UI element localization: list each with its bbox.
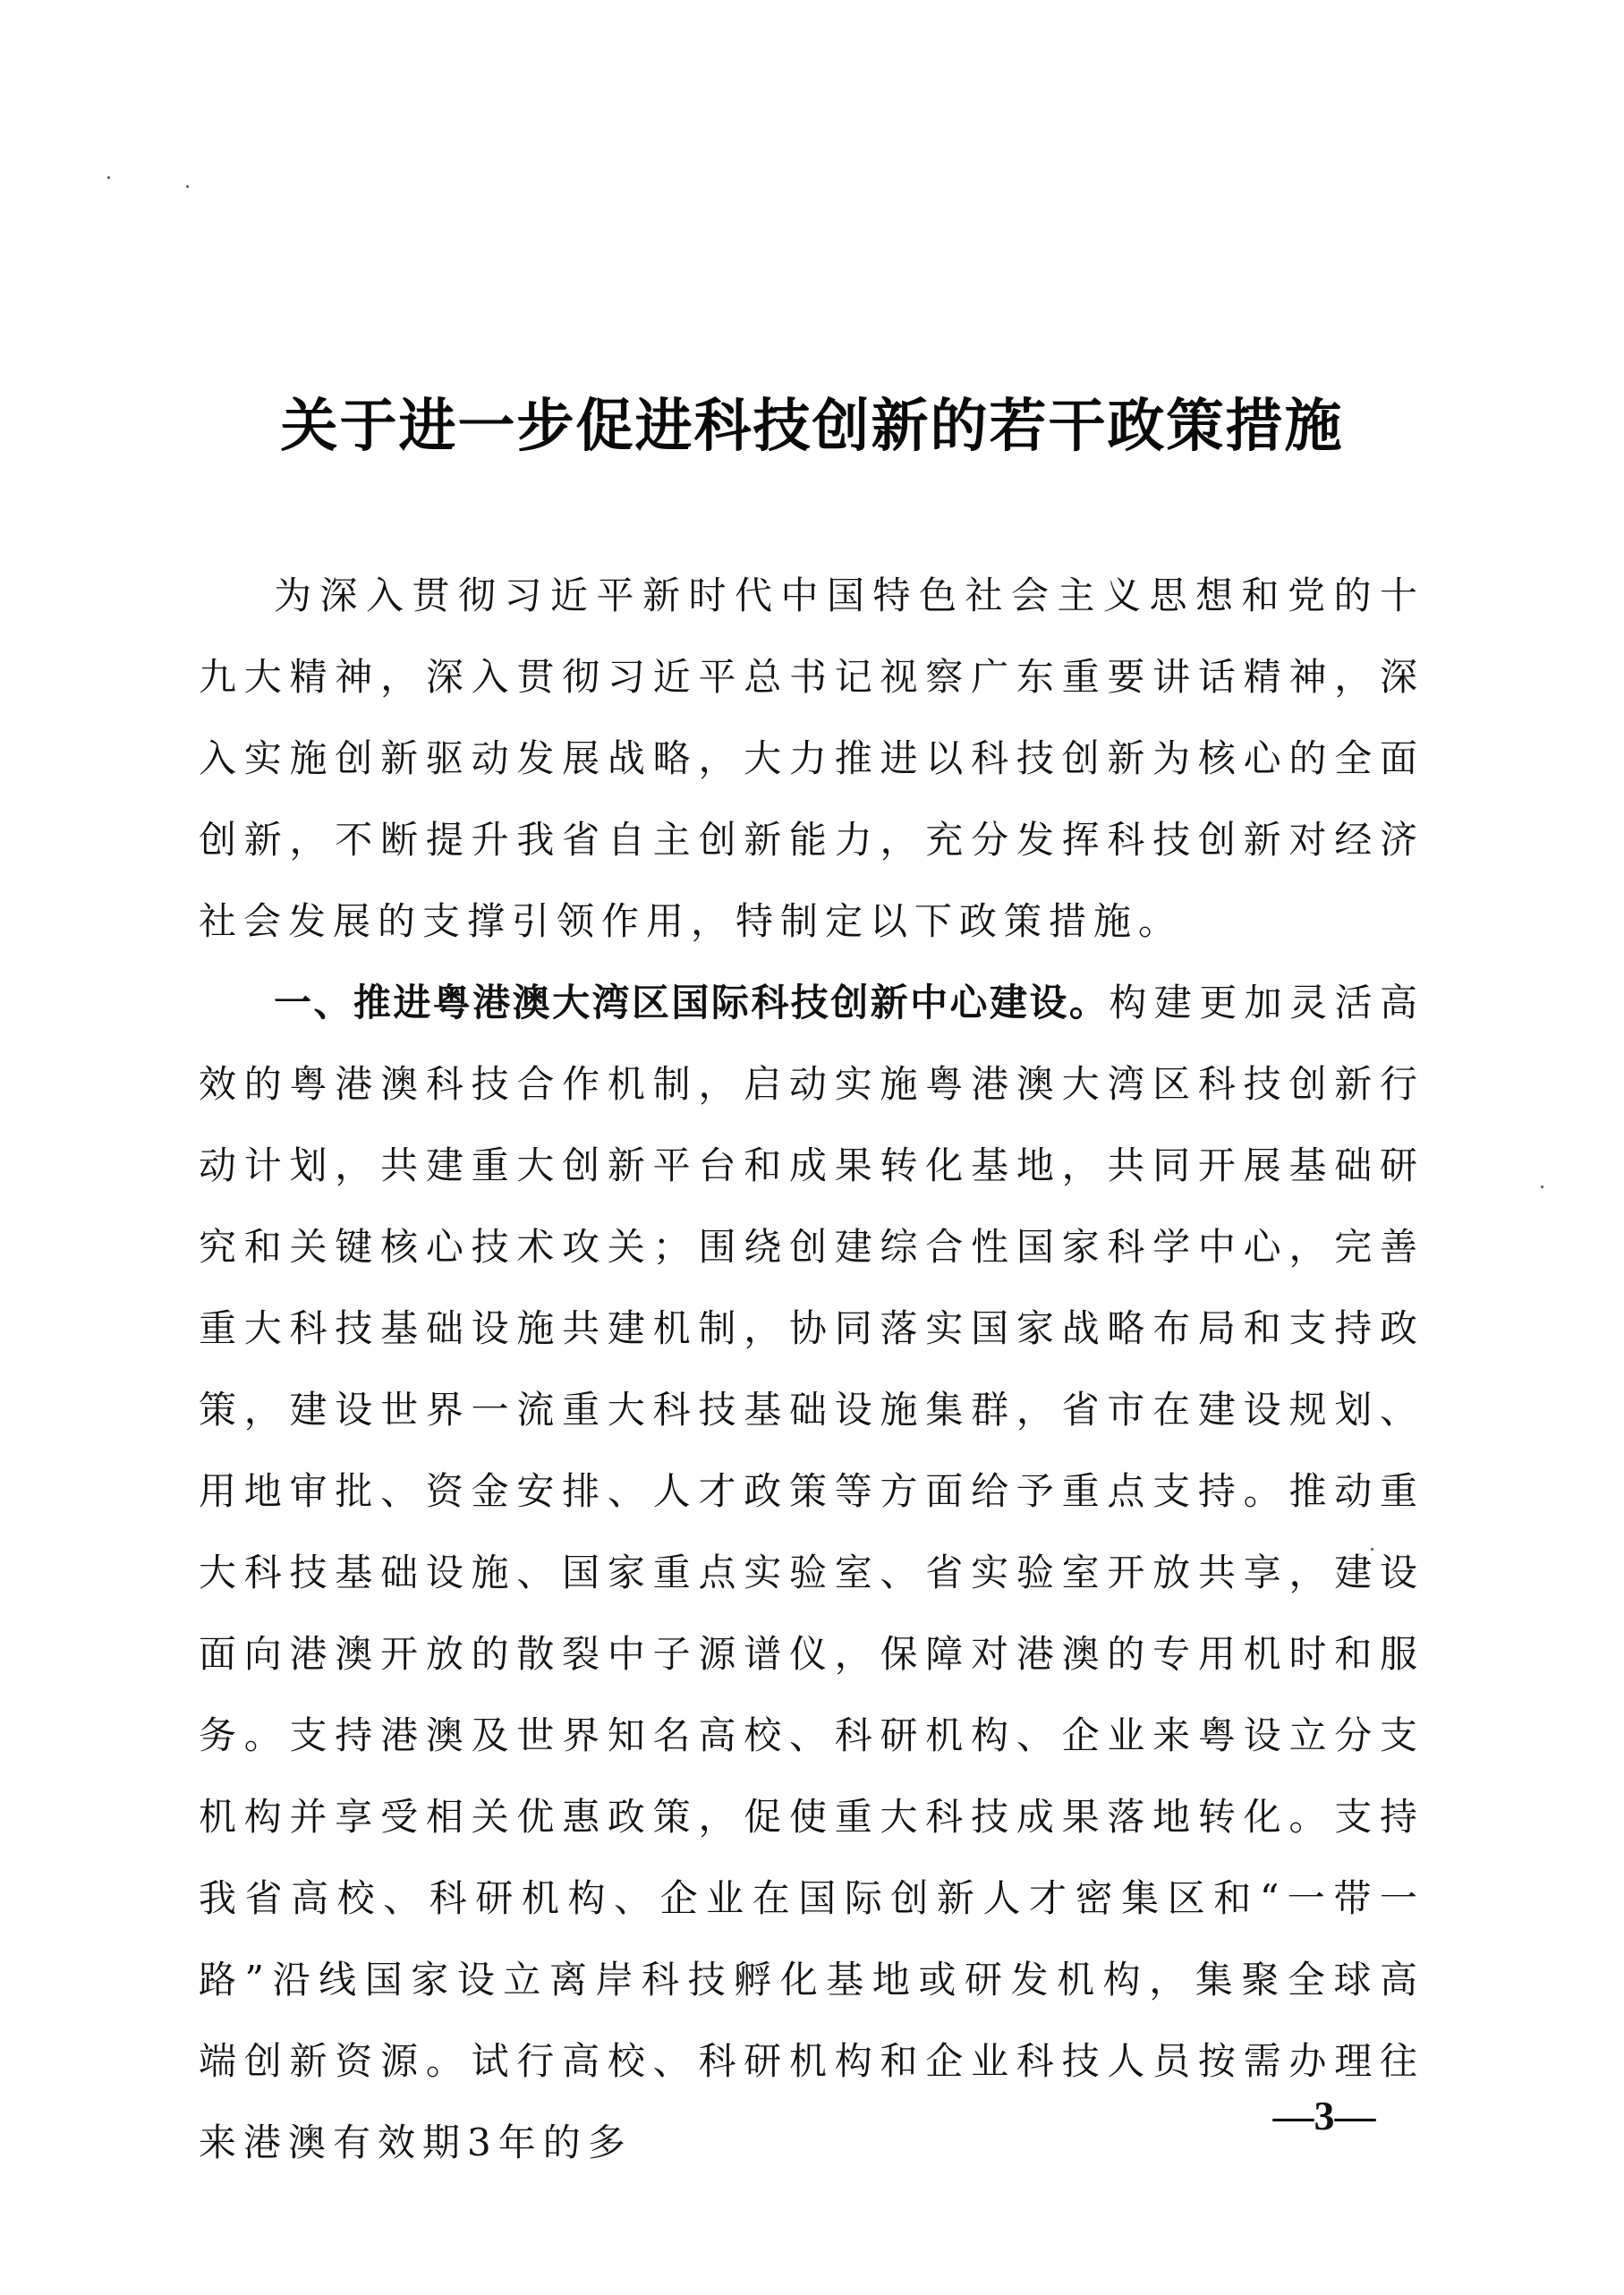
scan-speck [1541,1186,1543,1188]
page-number: —3— [1272,2093,1376,2138]
paragraph-text: 为深入贯彻习近平新时代中国特色社会主义思想和党的十九大精神，深入贯彻习近平总书记视察广东重要讲话精神，深入实施创新驱动发展战略，大力推进以科技创新为核心的全面创新，不断提升我省自主创新能力，充分发挥科技创新对经济社会发展的支撑引领作用，特制定以下政策措施。 [199,574,1424,943]
document-title: 关于进一步促进科技创新的若干政策措施 [280,394,1344,460]
document-body [199,555,1424,2183]
scan-speck [186,185,189,188]
scan-speck [107,176,110,179]
intro-paragraph [199,555,1424,962]
section-one-paragraph [199,962,1424,2183]
section-heading: 一、推进粤港澳大湾区国际科技创新中心建设。 [274,981,1110,1024]
paragraph-text: 构建更加灵活高效的粤港澳科技合作机制，启动实施粤港澳大湾区科技创新行动计划，共建重大创新平台和成果转化基地，共同开展基础研究和关键核心技术攻关；围绕创建综合性国家科学中心，完善重大科技基础设施共建机制，协同落实国家战略布局和支持政策，建设世界一流重大科技基础设施集群，省市在建设规划、用地审批、资金安排、人才政策等方面给予重点支持。推动重大科技基础设施、国家重点实验室、省实验室开放共享，建设面向港澳开放的散裂中子源谱仪，保障对港澳的专用机时和服务。支持港澳及世界知名高校、科研机构、企业来粤设立分支机构并享受相关优惠政策，促使重大科技成果落地转化。支持我省高校、科研机构、企业在国际创新人才密集区和“一带一路”沿线国家设立离岸科技孵化基地或研发机构，集聚全球高端创新资源。试行高校、科研机构和企业科技人员按需办理往来港澳有效期3年的多 [199,981,1424,2164]
